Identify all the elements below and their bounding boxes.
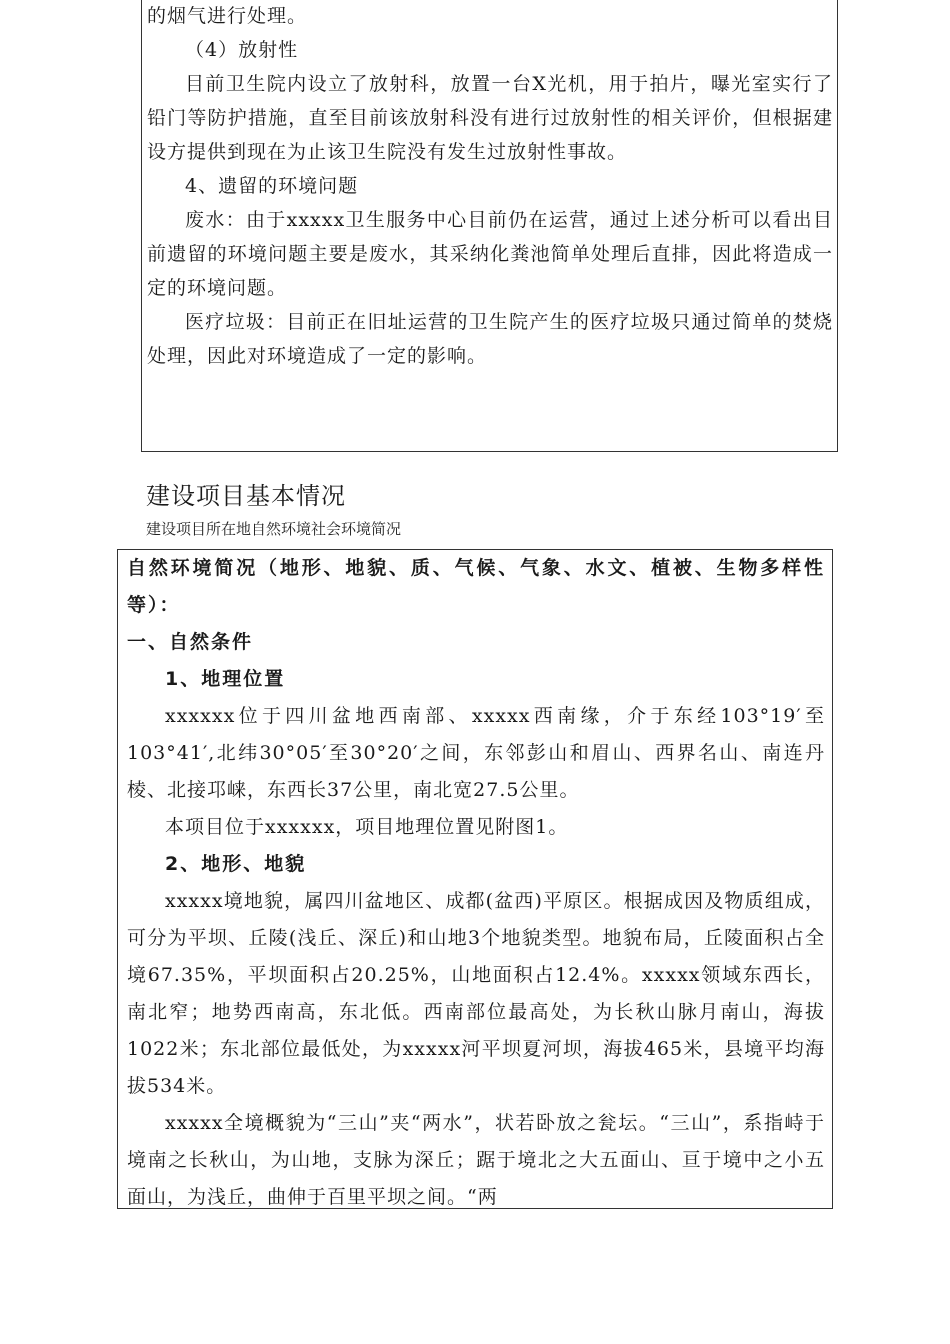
paragraph-radioactivity: 目前卫生院内设立了放射科，放置一台X光机，用于拍片，曝光室实行了铅门等防护措施，直至目前该放射科没有进行过放射性的相关评价，但根据建设方提供到现在为止该卫生院没有发生过放射性事故。 bbox=[147, 73, 833, 163]
section-heading: 建设项目基本情况 bbox=[146, 482, 346, 510]
paragraph-terrain: xxxxx境地貌，属四川盆地区、成都(盆西)平原区。根据成因及物质组成，可分为平坝、丘陵(浅丘、深丘)和山地3个地貌类型。地貌布局，丘陵面积占全境67.35%，平坝面积占20.25%，山地面积占12.4%。xxxxx领域东西长，南北窄；地势西南高，东北低。西南部位最高处，为长秋山脉月南山，海拔1022米；东北部位最低处，为xxxxx河平坝夏河坝，海拔465米，县境平均海拔534米。 bbox=[127, 890, 825, 1097]
paragraph-overview: xxxxx全境概貌为“三山”夹“两水”，状若卧放之瓮坛。“三山”，系指峙于境南之长秋山，为山地，支脉为深丘；踞于境北之大五面山、亘于境中之小五面山，为浅丘，曲伸于百里平坝之间。“两 bbox=[127, 1112, 825, 1208]
previous-section-box bbox=[141, 0, 838, 452]
paragraph-location: xxxxxx位于四川盆地西南部、xxxxx西南缘，介于东经103°19′至103°41′,北纬30°05′至30°20′之间，东邻彭山和眉山、西界名山、南连丹棱、北接邛崃，东西长37公里，南北宽27.5公里。 bbox=[127, 705, 825, 801]
box-title: 自然环境简况（地形、地貌、质、气候、气象、水文、植被、生物多样性等）： bbox=[127, 557, 825, 616]
natural-environment-box bbox=[117, 549, 833, 1209]
subsection-title-location: 1、地理位置 bbox=[165, 668, 286, 690]
text-line: 的烟气进行处理。 bbox=[147, 5, 308, 27]
section-subheading: 建设项目所在地自然环境社会环境简况 bbox=[146, 520, 402, 538]
subsection-title-terrain: 2、地形、地貌 bbox=[165, 853, 307, 875]
part-title: 一、自然条件 bbox=[127, 631, 254, 653]
subsection-title-legacy-issues: 4、遗留的环境问题 bbox=[185, 175, 359, 197]
paragraph-project-location: 本项目位于xxxxxx，项目地理位置见附图1。 bbox=[165, 816, 569, 838]
paragraph-medical-waste: 医疗垃圾：目前正在旧址运营的卫生院产生的医疗垃圾只通过简单的焚烧处理，因此对环境造成了一定的影响。 bbox=[147, 311, 833, 367]
paragraph-wastewater: 废水：由于xxxxx卫生服务中心目前仍在运营，通过上述分析可以看出目前遗留的环境问题主要是废水，其采纳化粪池简单处理后直排，因此将造成一定的环境问题。 bbox=[147, 209, 833, 299]
subsection-title-radioactivity: （4）放射性 bbox=[185, 39, 299, 61]
